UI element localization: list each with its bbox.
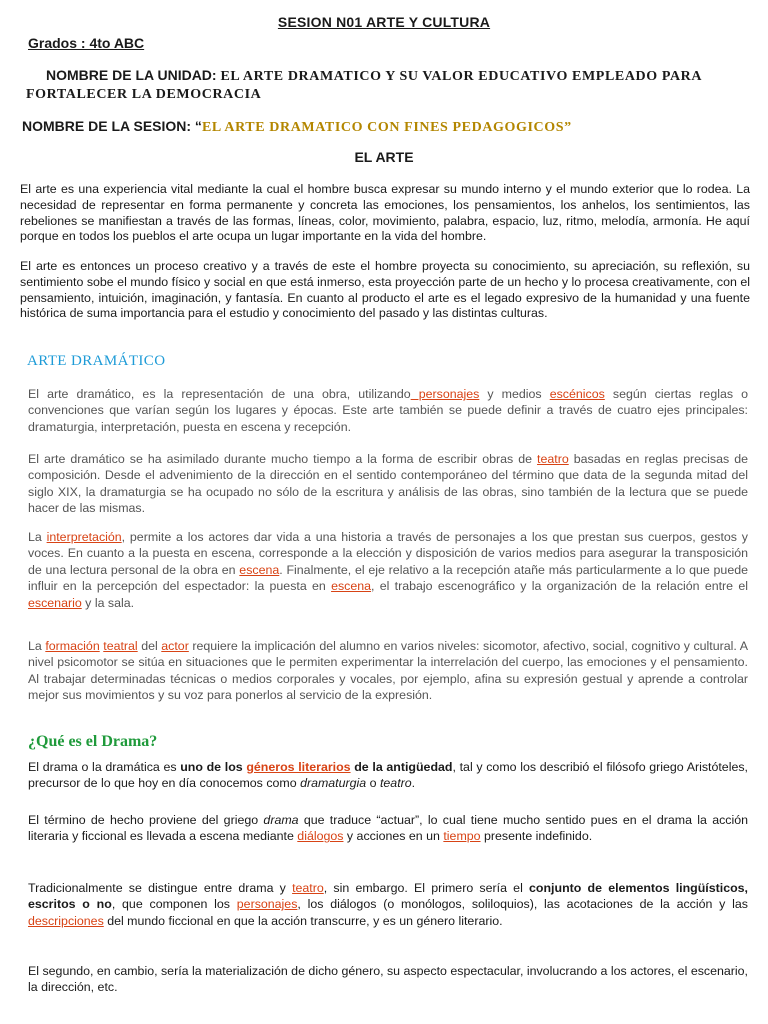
link-escena-2[interactable]: escena xyxy=(331,579,372,594)
text-run: basadas en reglas precisas de composición. Desde el advenimiento de la dirección en el sentido contemporáneo del término que data de la segunda mitad del siglo XIX, la dramaturgia se ha ocupado no sólo de la escritura y análisis de las obras, sino también de la lectura que se puede hacer de las mismas. xyxy=(28,452,748,516)
italic-run: drama xyxy=(263,813,299,827)
unit-name xyxy=(26,67,756,103)
italic-run: dramaturgia xyxy=(300,776,367,791)
session-value: EL ARTE DRAMATICO CON FINES PEDAGOGICOS” xyxy=(201,120,572,135)
unit-label: NOMBRE DE LA UNIDAD: xyxy=(46,67,217,83)
text-run: . Finalmente, el eje relativo a la recepción atañe más particularmente a lo que puede influir en la percepción del espectador: la puesta en xyxy=(28,562,748,594)
text-run: El arte dramático, es la representación de una obra, utilizando xyxy=(28,387,411,401)
text-run: Tradicionalmente se distingue entre drama y xyxy=(28,881,293,895)
text-run: requiere la implicación del alumno en varios niveles: sicomotor, afectivo, social, cognitivo y cultural. A nivel psicomotor se sitúa en situaciones que le permiten experimentar la interrelación del cuerpo, las emociones y el pensamiento. Al trabajar determinadas técnicas o medios corporales y vocales, por ejemplo, afina su expresión gestual y aprende a controlar mejor sus movimientos y su voz para ponerlos al servicio de la expresión. xyxy=(28,639,748,703)
link-dialogos[interactable]: diálogos xyxy=(297,829,344,844)
text-run: , el trabajo escenográfico y la organización de la relación entre el xyxy=(371,579,748,594)
paragraph-drama-3 xyxy=(28,880,748,929)
text-run: El arte dramático se ha asimilado durante mucho tiempo a la forma de escribir obras de xyxy=(28,452,538,466)
italic-run: teatro xyxy=(379,776,412,791)
text-run: , los diálogos (o monólogos, soliloquios), las acotaciones de la acción y las xyxy=(297,897,749,912)
paragraph-dramatico-3 xyxy=(28,529,748,611)
link-actor[interactable]: actor xyxy=(161,639,189,653)
text-run: , permite a los actores dar vida a una historia a través de personajes a los que prestan sus cuerpos, gestos y voces. En cuanto a la puesta en escena, corresponde a la elección y disposición de varios medios para asegurar la transposición de una lectura personal de la obra en xyxy=(28,530,748,577)
document-title: SESION N01 ARTE Y CULTURA xyxy=(277,14,491,30)
unit-value: EL ARTE DRAMATICO Y SU VALOR EDUCATIVO EMPLEADO PARA FORTALECER LA DEMOCRACIA xyxy=(26,69,702,102)
text-run: y acciones en un xyxy=(343,829,444,844)
link-teatral[interactable]: teatral xyxy=(103,639,138,653)
link-tiempo[interactable]: tiempo xyxy=(443,829,481,844)
bold-run: de la antigüedad xyxy=(350,760,453,774)
link-formacion[interactable]: formación xyxy=(45,639,100,653)
paragraph-drama-1 xyxy=(28,759,748,792)
text-run: y medios xyxy=(479,387,550,401)
link-escenario[interactable]: escenario xyxy=(28,595,82,610)
text-run: o xyxy=(366,776,380,791)
text-run: , sin embargo. El primero sería el xyxy=(323,881,530,895)
link-escena[interactable]: escena xyxy=(239,562,280,577)
link-interpretacion[interactable]: interpretación xyxy=(46,530,122,544)
link-escenicos[interactable]: escénicos xyxy=(549,387,605,401)
link-descripciones[interactable]: descripciones xyxy=(28,913,104,928)
paragraph-dramatico-4 xyxy=(28,638,748,704)
paragraph-dramatico-2 xyxy=(28,451,748,517)
text-run: presente indefinido. xyxy=(480,829,593,844)
bold-run: conjunto de elementos lingüísticos, escritos o no xyxy=(28,881,748,912)
text-run: que traduce “actuar”, lo cual tiene mucho sentido pues en el drama la acción literaria y ficcional es llevada a escena mediante xyxy=(28,813,749,844)
link-personajes-2[interactable]: personajes xyxy=(236,897,298,912)
section-heading-que-es-drama: ¿Qué es el Drama? xyxy=(28,733,158,750)
link-personajes[interactable]: personajes xyxy=(410,387,480,401)
text-run: , que componen los xyxy=(111,897,237,912)
paragraph-drama-4: El segundo, en cambio, sería la materialización de dicho género, su aspecto espectacular, involucrando a los actores, el escenario, la dirección, etc. xyxy=(28,964,748,995)
paragraph-dramatico-1 xyxy=(28,386,748,435)
text-run: y la sala. xyxy=(81,595,135,610)
text-run: del mundo ficcional en que la acción transcurre, y es un género literario. xyxy=(103,913,503,928)
link-generos-literarios[interactable]: géneros literarios xyxy=(246,760,351,774)
section-heading-el-arte: EL ARTE xyxy=(354,149,414,165)
session-name xyxy=(22,118,572,136)
text-run: La xyxy=(28,639,46,653)
text-run: , tal y como los describió el filósofo griego Aristóteles, precursor de lo que hoy en día conocemos como xyxy=(28,760,748,791)
text-run: El drama o la dramática es xyxy=(28,760,181,774)
paragraph-arte-1: El arte es una experiencia vital mediante la cual el hombre busca expresar su mundo interno y el mundo exterior que lo rodea. La necesidad de representar en forma permanente y concreta las emociones, los pensamientos, los anhelos, los sentimientos, las rebeliones se manifiestan a través de las formas, líneas, color, movimiento, palabra, espacio, luz, ritmo, melodía, armonía. He aquí porque en todos los pueblos el arte ocupa un lugar importante en la vida del hombre. xyxy=(20,182,750,244)
link-teatro[interactable]: teatro xyxy=(537,452,569,466)
text-run: El término de hecho proviene del griego xyxy=(28,813,264,827)
link-teatro-2[interactable]: teatro xyxy=(292,881,324,895)
session-label: NOMBRE DE LA SESION: “ xyxy=(22,118,202,134)
section-heading-arte-dramatico: ARTE DRAMÁTICO xyxy=(27,353,166,369)
text-run: La xyxy=(28,530,47,544)
paragraph-arte-2: El arte es entonces un proceso creativo y a través de este el hombre proyecta su conocimiento, su apreciación, su reflexión, su sentimiento sobe el mundo físico y social en que está inmerso, esta proyección parte de un hecho y lo procesa creativamente, con el pensamiento, intuición, imaginación, y fantasía. En cuanto al producto el arte es el legado expresivo de la humanidad y una fuente histórica de suma importancia para el estudio y conocimiento del pasado y las distintas culturas. xyxy=(20,259,750,321)
paragraph-drama-2 xyxy=(28,812,748,845)
text-run: . xyxy=(411,776,416,791)
text-run: del xyxy=(137,639,162,653)
text-run: según ciertas reglas o convenciones que varían según los lugares y épocas. Este arte también se puede definir a través de cuatro ejes principales: dramaturgia, interpretación, puesta en escena y recepción. xyxy=(28,387,749,434)
bold-run: uno de los xyxy=(180,760,247,774)
grades-label: Grados : 4to ABC xyxy=(28,35,145,51)
